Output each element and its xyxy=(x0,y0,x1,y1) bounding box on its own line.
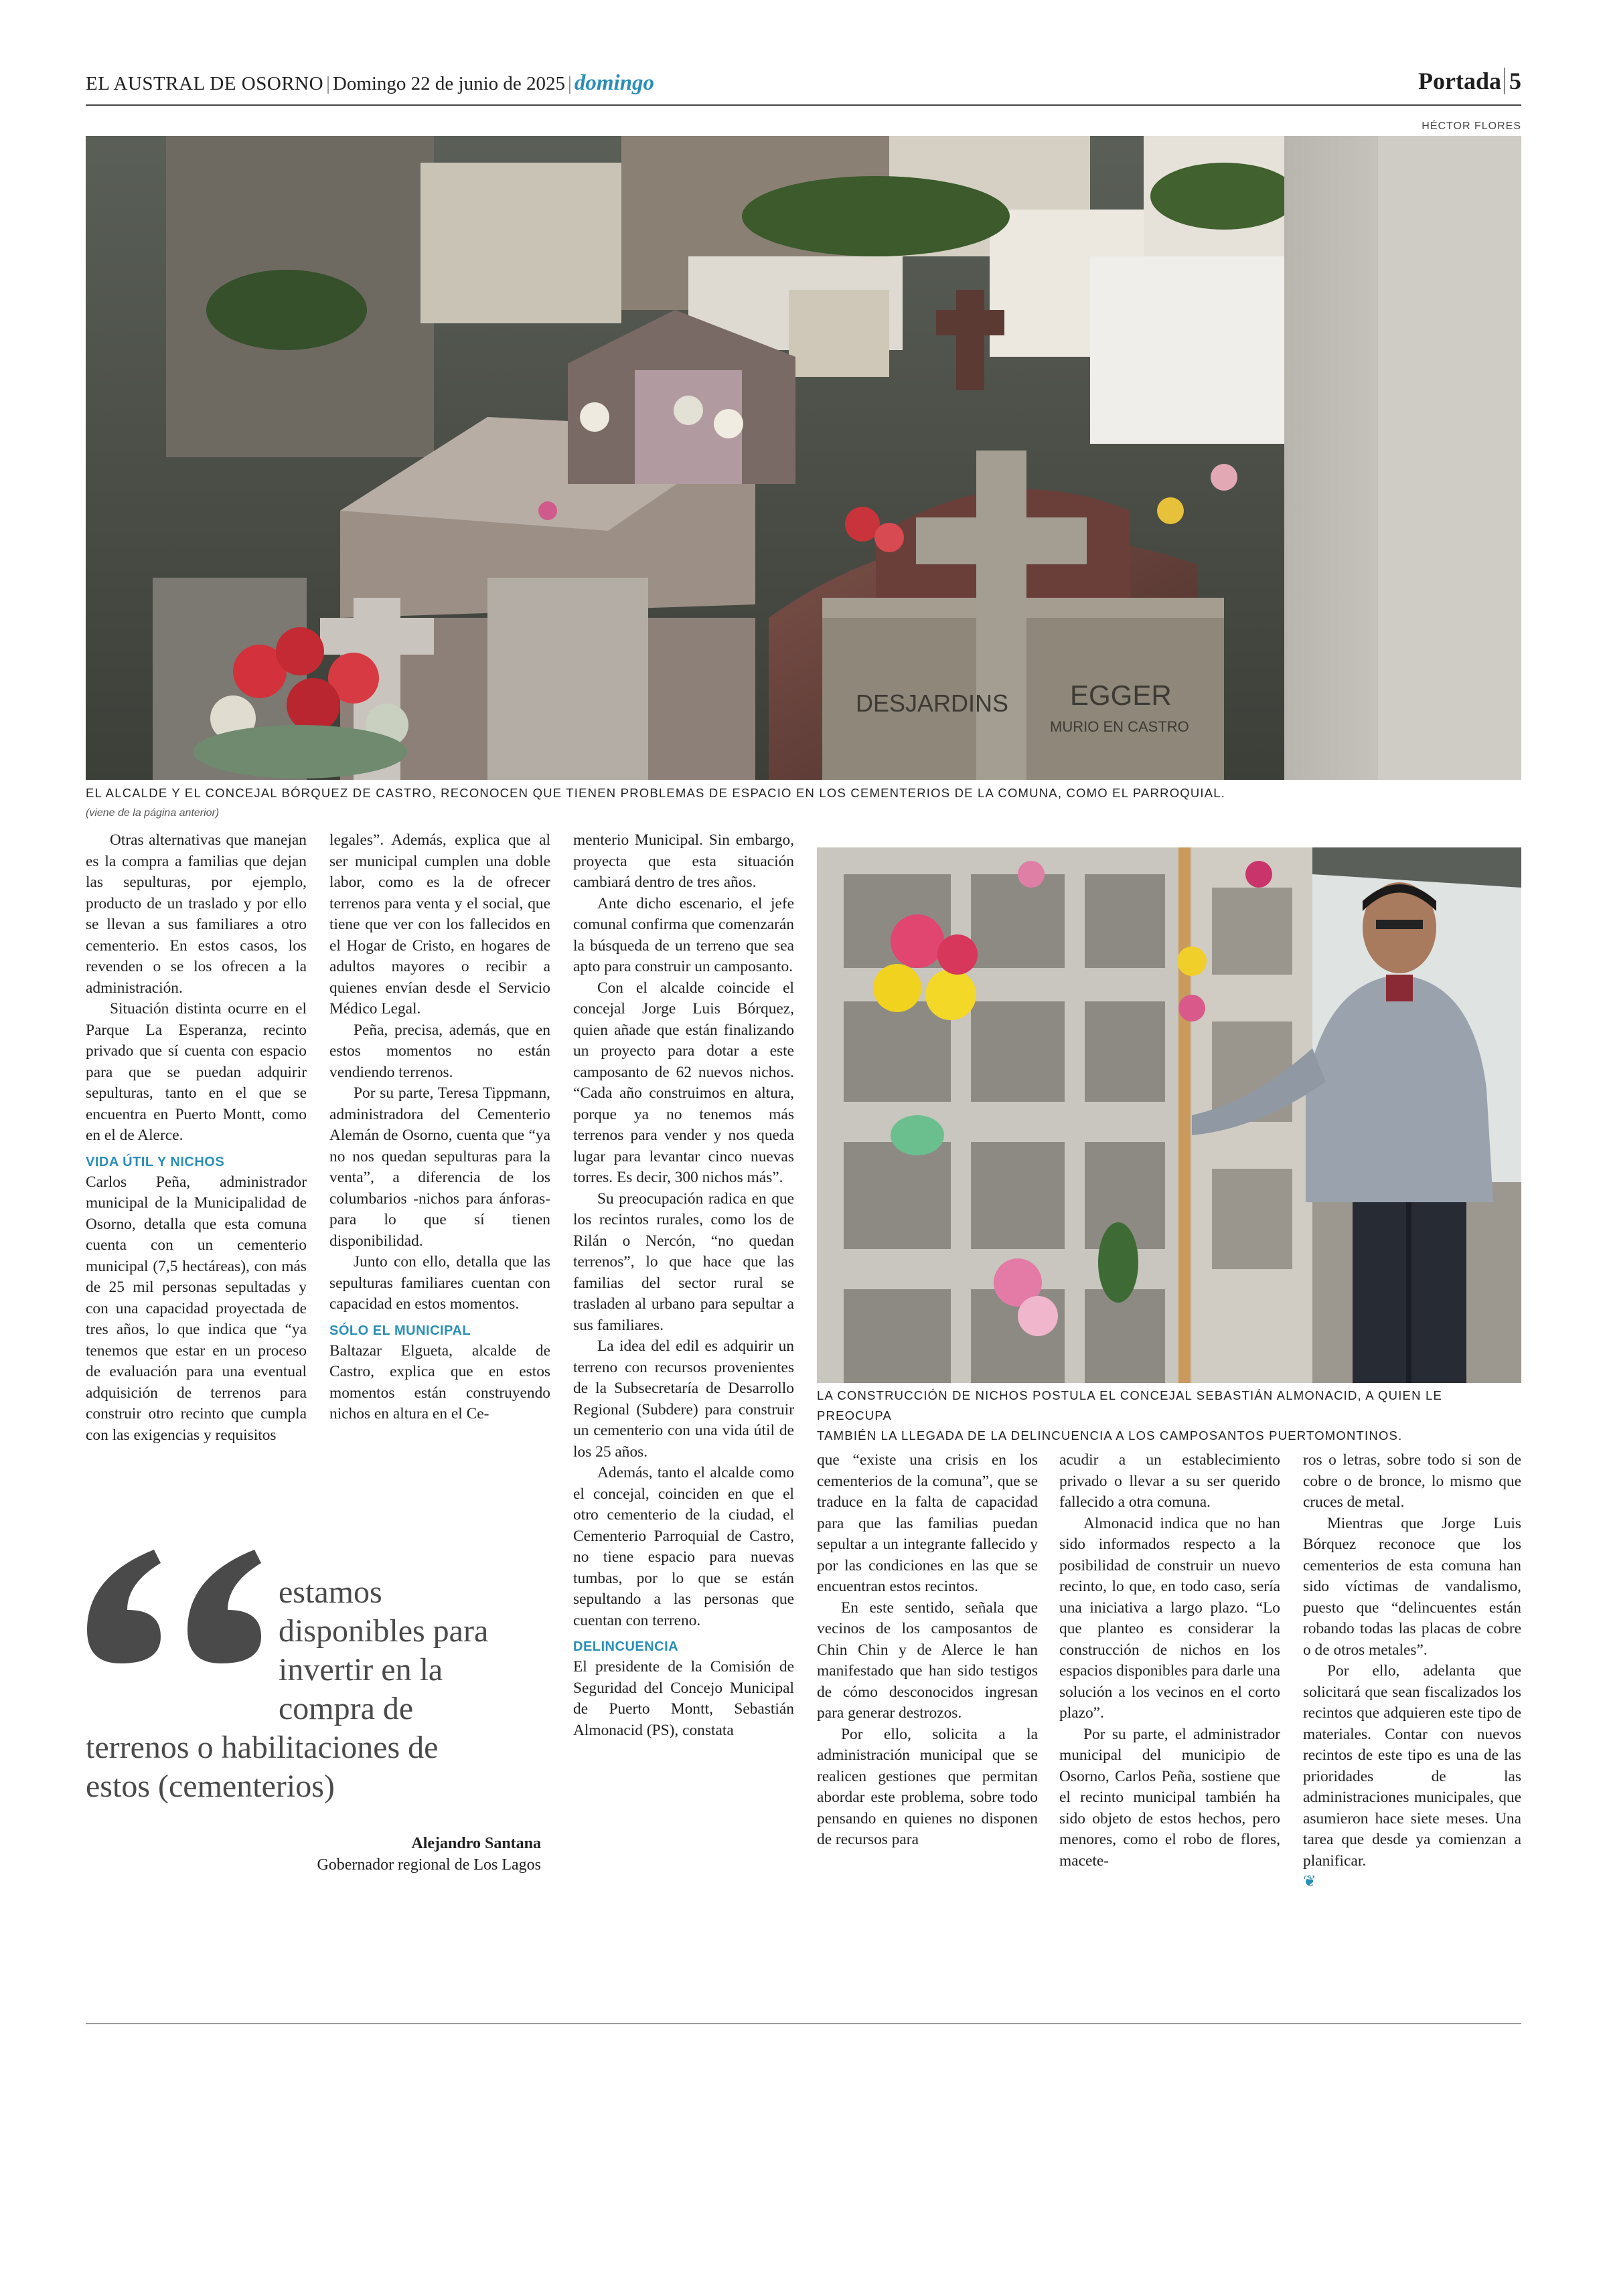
page-number: 5 xyxy=(1504,68,1521,94)
tomb-inscription-3: MURIO EN CASTRO xyxy=(1050,718,1189,735)
paragraph: Además, tanto el alcalde como el concejal, coinciden en que el otro cementerio de la ciudad, el Cementerio Parroquial de Castro, no tiene espacio para nuevas tumbas, por lo que se están sepultando a las personas que cuentan con terreno. xyxy=(573,1464,794,1629)
paragraph: Por ello, solicita a la administración municipal que se realicen gestiones que permitan abordar este problema, sobre todo pensando en quienes no disponen de recursos para xyxy=(817,1725,1038,1848)
quote-author-role: Gobernador regional de Los Lagos xyxy=(317,1856,541,1874)
paragraph: Por su parte, el administrador municipal del municipio de Osorno, Carlos Peña, sostiene que el recinto municipal también ha sido objeto de estos hechos, pero menores, como el robo de flores, macete- xyxy=(1059,1725,1280,1870)
cemetery-photo xyxy=(86,136,1521,780)
subheading-delincuencia: DELINCUENCIA xyxy=(573,1639,679,1654)
paragraph: Ante dicho escenario, el jefe comunal confirma que comenzarán la búsqueda de un terreno que sea apto para construir un camposanto. xyxy=(573,894,794,975)
paragraph: Por su parte, Teresa Tippmann, administradora del Cementerio Alemán de Osorno, cuenta que “ya no nos quedan sepulturas para la venta”, a diferencia de los columbarios -nichos para ánforas- para lo que sí tienen disponibilidad. xyxy=(329,1084,550,1250)
issue-date: Domingo 22 de junio de 2025 xyxy=(332,73,566,94)
paragraph: Almonacid indica que no han sido informados respecto a la posibilidad de construir un nuevo recinto, lo que, en todo caso, sería una iniciativa a largo plazo. “Lo que planteo es considerar la construcción de nichos en los espacios disponibles para darle una solución a los vecinos en el corto plazo”. xyxy=(1059,1514,1280,1722)
niches-photo-caption xyxy=(817,1386,1521,1446)
paragraph: Con el alcalde coincide el concejal Jorge Luis Bórquez, quien añade que están finalizando un proyecto para dotar a este camposanto de 62 nuevos nichos. “Cada año construimos en altura, porque ya no tenemos más terrenos para vender y nos queda lugar para levantar cinco nuevas torres. Es decir, 300 nichos más”. xyxy=(573,979,794,1186)
top-photo-caption: EL ALCALDE Y EL CONCEJAL BÓRQUEZ DE CASTRO, RECONOCEN QUE TIENEN PROBLEMAS DE ESPACIO EN LOS CEMENTERIOS DE LA COMUNA, COMO EL PARROQUIAL. xyxy=(86,786,1226,800)
tomb-inscription-2: EGGER xyxy=(1070,679,1172,711)
paragraph: Por ello, adelanta que solicitará que sean fiscalizados los recintos que adquieren este tipo de materiales. Contar con nuevos recintos de este tipo es una de las prioridades de las administraciones municipales, que asumieron hace siete meses. Una tarea que desde ya comienzan a planificar. xyxy=(1303,1662,1521,1870)
paragraph: Carlos Peña, administrador municipal de la Municipalidad de Osorno, detalla que esta comuna cuenta con un cementerio municipal (7,5 hectáreas), con más de 25 mil personas sepultadas y con una capacidad proyectada de tres años, lo que indica que “ya tenemos que estar en un proceso de evaluación para una eventual adquisición de terrenos para construir otro recinto que cumpla con las exigencias y requisitos xyxy=(86,1173,307,1444)
quote-line-5: terrenos o habilitaciones de xyxy=(86,1730,439,1765)
paragraph: que “existe una crisis en los cementerios de la comuna”, que se traduce en la falta de capacidad para que las familias puedan sepultar a un integrante fallecido y por las condiciones en las que se encuentran estos recintos. xyxy=(817,1451,1038,1595)
paragraph: menterio Municipal. Sin embargo, proyecta que esta situación cambiará dentro de tres años. xyxy=(573,831,794,891)
end-mark: ❦ xyxy=(1303,1873,1316,1890)
paragraph: legales”. Además, explica que al ser municipal cumplen una doble labor, como es la de ofrecer terrenos para venta y el social, que tiene que ver con los fallecidos en el Hogar de Cristo, en hogares de adultos mayores o recibir a quienes envían desde el Servicio Médico Legal. xyxy=(329,831,550,1017)
subheading-solo-municipal: SÓLO EL MUNICIPAL xyxy=(329,1323,471,1338)
tomb-inscription-1: DESJARDINS xyxy=(856,689,1009,717)
footer-rule xyxy=(86,2023,1521,2024)
article-column-2 xyxy=(329,830,550,1425)
article-column-5 xyxy=(1059,1450,1280,1872)
paragraph: El presidente de la Comisión de Seguridad del Concejo Municipal de Puerto Montt, Sebastián Almonacid (PS), constata xyxy=(573,1658,794,1739)
paragraph: Su preocupación radica en que los recintos rurales, como los de Rilán o Nercón, “no quedan terrenos”, lo que hace que las familias del sector rural se trasladen al urbano para sepultar a sus familiares. xyxy=(573,1190,794,1334)
pull-quote xyxy=(86,1573,541,1874)
page-indicator xyxy=(1418,67,1521,95)
paragraph: La idea del edil es adquirir un terreno con recursos provenientes de la Subsecretaría de Desarrollo Regional (Subdere) para construir un cementerio con una vida útil de los 25 años. xyxy=(573,1337,794,1461)
article-column-6 xyxy=(1303,1450,1521,1893)
quote-line-4: compra de xyxy=(279,1691,414,1726)
article-column-4 xyxy=(817,1450,1038,1851)
paragraph: Peña, precisa, además, que en estos momentos no están vendiendo terrenos. xyxy=(329,1021,550,1081)
niches-photo xyxy=(817,847,1521,1383)
paragraph: Baltazar Elgueta, alcalde de Castro, explica que en estos momentos están construyendo nichos en altura en el Ce- xyxy=(329,1341,550,1422)
page-header xyxy=(86,66,1521,104)
section-name: domingo xyxy=(574,71,655,95)
paragraph: acudir a un establecimiento privado o llevar a su ser querido fallecido a otra comuna. xyxy=(1059,1451,1280,1511)
quote-line-1: estamos xyxy=(279,1574,382,1610)
cemetery-illustration xyxy=(86,136,1521,780)
paragraph: ros o letras, sobre todo si son de cobre o de bronce, lo mismo que cruces de metal. xyxy=(1303,1451,1521,1511)
quote-line-2: disponibles para xyxy=(279,1613,489,1649)
continued-from-note: (viene de la página anterior) xyxy=(86,807,220,819)
paragraph: Otras alternativas que manejan es la compra a familias que dejan las sepulturas, por ejemplo, producto de un traslado y por ello se llevan a sus familiares a otro cementerio. En estos casos, los revenden o se los ofrecen a la administración. xyxy=(86,831,307,997)
subheading-vida-util: VIDA ÚTIL Y NICHOS xyxy=(86,1154,225,1169)
quote-line-6: estos (cementerios) xyxy=(86,1769,335,1804)
niches-caption-line1: LA CONSTRUCCIÓN DE NICHOS POSTULA EL CONCEJAL SEBASTIÁN ALMONACID, A QUIEN LE PREOCUPA xyxy=(817,1388,1443,1422)
header-left: EL AUSTRAL DE OSORNO | Domingo 22 de junio de 2025 | domingo xyxy=(86,71,655,95)
publication-name: EL AUSTRAL DE OSORNO xyxy=(86,73,324,94)
paragraph: Situación distinta ocurre en el Parque La Esperanza, recinto privado que sí cuenta con espacio para que se puedan adquirir sepulturas, tanto en el que se encuentra en Puerto Montt, como en el de Alerce. xyxy=(86,1000,307,1144)
niches-caption-line2: TAMBIÉN LA LLEGADA DE LA DELINCUENCIA A LOS CAMPOSANTOS PUERTOMONTINOS. xyxy=(817,1428,1403,1443)
quote-line-3: invertir en la xyxy=(279,1652,443,1688)
niches-illustration xyxy=(817,847,1521,1383)
paragraph: Mientras que Jorge Luis Bórquez reconoce que los cementerios de esta comuna han sido víctimas de vandalismo, puesto que “delincuentes están robando todas las placas de cobre o de otros metales”. xyxy=(1303,1514,1521,1659)
photo-credit: HÉCTOR FLORES xyxy=(1422,120,1521,132)
paragraph: En este sentido, señala que vecinos de los camposantos de Chin Chin y de Alerce le han manifestado que han sido testigos de cómo desconocidos ingresan para generar destrozos. xyxy=(817,1598,1038,1722)
quote-author-name: Alejandro Santana xyxy=(411,1835,541,1852)
article-column-3 xyxy=(573,830,794,1741)
page-label: Portada xyxy=(1418,68,1501,94)
article-column-1 xyxy=(86,830,307,1446)
paragraph: Junto con ello, detalla que las sepulturas familiares cuentan con capacidad en estos momentos. xyxy=(329,1253,550,1313)
quote-author xyxy=(317,1833,541,1876)
header-rule xyxy=(86,104,1521,106)
